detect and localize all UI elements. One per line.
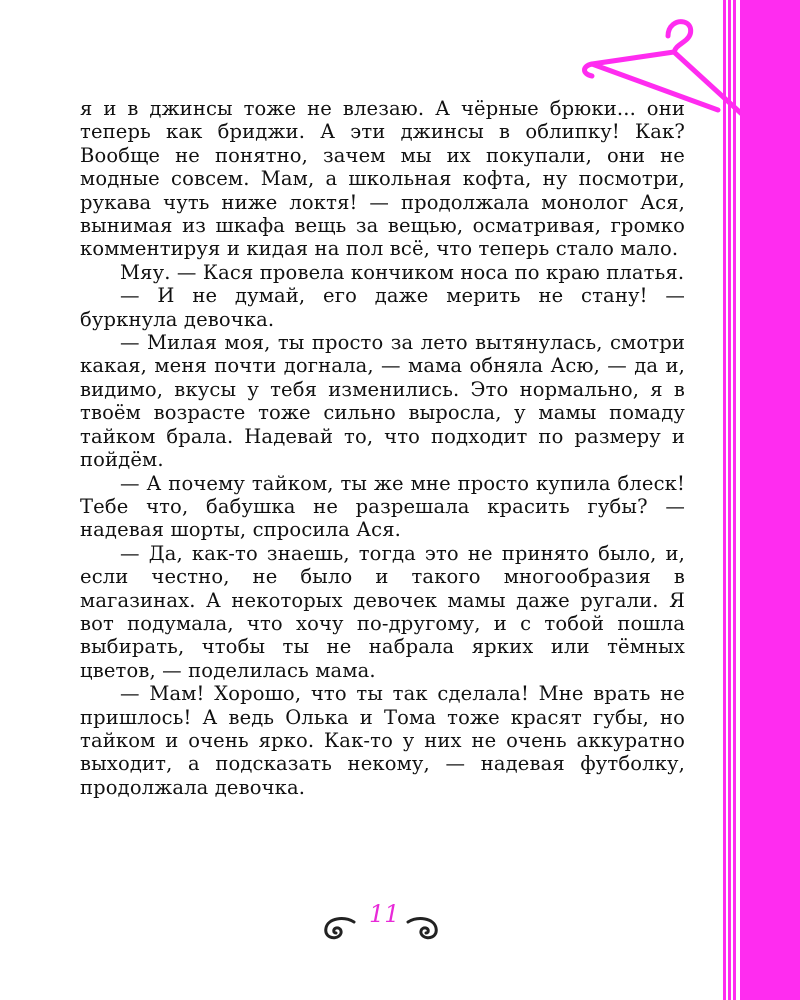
paragraph: я и в джинсы тоже не влезаю. А чёрные брюки... они теперь как бриджи. А эти джинсы в облипку! Как? Вообще не понятно, зачем мы их покупали, они не модные совсем. Мам, а школьная кофта, ну посмотри, рукава чуть ниже локтя! — продолжала монолог Ася, вынимая из шкафа вещь за вещью, осматривая, громко комментируя и кидая на пол всё, что теперь стало мало. [80, 97, 685, 261]
side-decor-stripes [722, 0, 740, 1000]
paragraph: — Мам! Хорошо, что ты так сделала! Мне врать не пришлось! А ведь Олька и Тома тоже красят губы, но тайком и очень ярко. Как-то у них не очень аккуратно выходит, а подсказать некому, — надевая футболку, продолжала девочка. [80, 682, 685, 799]
page-number: 11 [369, 900, 400, 928]
curl-right-icon [404, 912, 440, 942]
paragraph: — И не думай, его даже мерить не стану! — буркнула девочка. [80, 284, 685, 331]
page-footer [310, 900, 450, 950]
curl-left-icon [322, 912, 358, 942]
paragraph: — А почему тайком, ты же мне просто купила блеск! Тебе что, бабушка не разрешала красить губы? — надевая шорты, спросила Ася. [80, 471, 685, 542]
body-text [80, 97, 685, 799]
paragraph: Мяу. — Кася провела кончиком носа по краю платья. [120, 260, 685, 284]
paragraph: — Да, как-то знаешь, тогда это не принято было, и, если честно, не было и такого многообразия в магазинах. А некоторых девочек мамы даже ругали. Я вот подумала, что хочу по-другому, и с тобой пошла выбирать, чтобы ты не набрала ярких или тёмных цветов, — поделилась мама. [80, 541, 685, 682]
paragraph: — Милая моя, ты просто за лето вытянулась, смотри какая, меня почти догнала, — мама обняла Асю, — да и, видимо, вкусы у тебя изменились. Это нормально, я в твоём возрасте тоже сильно выросла, у мамы помаду тайком брала. Надевай то, что подходит по размеру и пойдём. [80, 331, 685, 472]
